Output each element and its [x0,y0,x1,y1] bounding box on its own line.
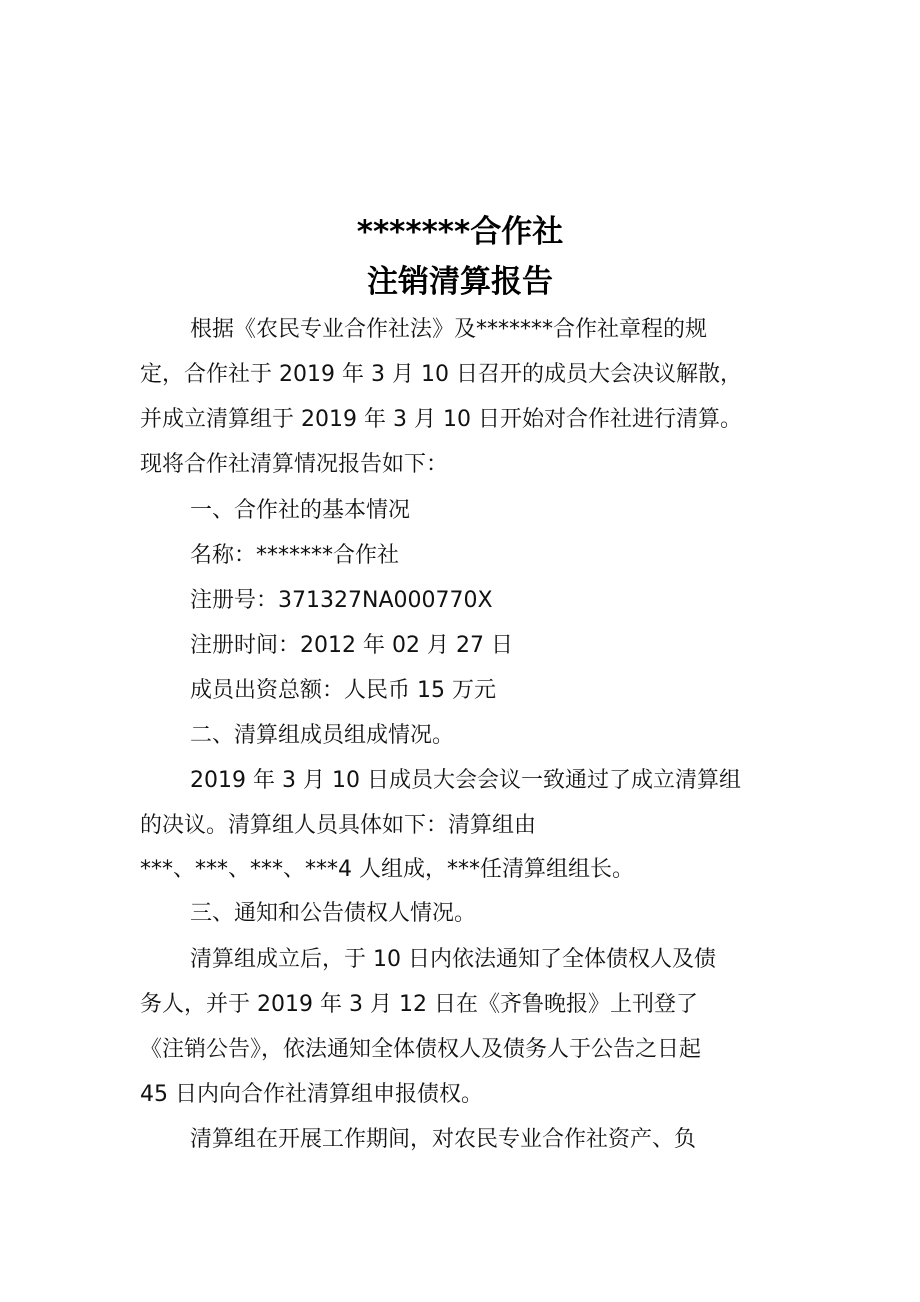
body-line-12: 的决议。清算组人员具体如下：清算组由 [140,813,537,838]
body-line-2: 定，合作社于 2019 年 3 月 10 日召开的成员大会决议解散， [140,362,742,387]
info-registration-number: 注册号：371327NA000770X [190,588,493,613]
section-heading-1: 一、合作社的基本情况 [190,498,411,523]
document-title-line-1: *******合作社 [356,214,564,250]
body-line-11: 2019 年 3 月 10 日成员大会会议一致通过了成立清算组 [190,768,741,793]
body-line-1: 根据《农民专业合作社法》及*******合作社章程的规 [190,317,708,342]
info-name: 名称：*******合作社 [190,543,400,568]
body-line-18: 45 日内向合作社清算组申报债权。 [140,1082,483,1107]
body-line-3: 并成立清算组于 2019 年 3 月 10 日开始对合作社进行清算。 [140,407,742,432]
body-line-13: ***、***、***、***4 人组成，***任清算组组长。 [140,857,634,882]
info-registration-date: 注册时间：2012 年 02 月 27 日 [190,633,513,658]
body-line-19: 清算组在开展工作期间，对农民专业合作社资产、负 [190,1127,697,1152]
section-heading-3: 三、通知和公告债权人情况。 [190,901,477,926]
document-title-line-2: 注销清算报告 [367,264,553,300]
body-line-4: 现将合作社清算情况报告如下： [140,452,449,477]
info-capital-total: 成员出资总额：人民币 15 万元 [190,678,496,703]
section-heading-2: 二、清算组成员组成情况。 [190,723,455,748]
body-line-15: 清算组成立后，于 10 日内依法通知了全体债权人及债 [190,947,716,972]
body-line-16: 务人，并于 2019 年 3 月 12 日在《齐鲁晚报》上刊登了 [140,992,698,1017]
body-line-17: 《注销公告》，依法通知全体债权人及债务人于公告之日起 [140,1037,702,1062]
